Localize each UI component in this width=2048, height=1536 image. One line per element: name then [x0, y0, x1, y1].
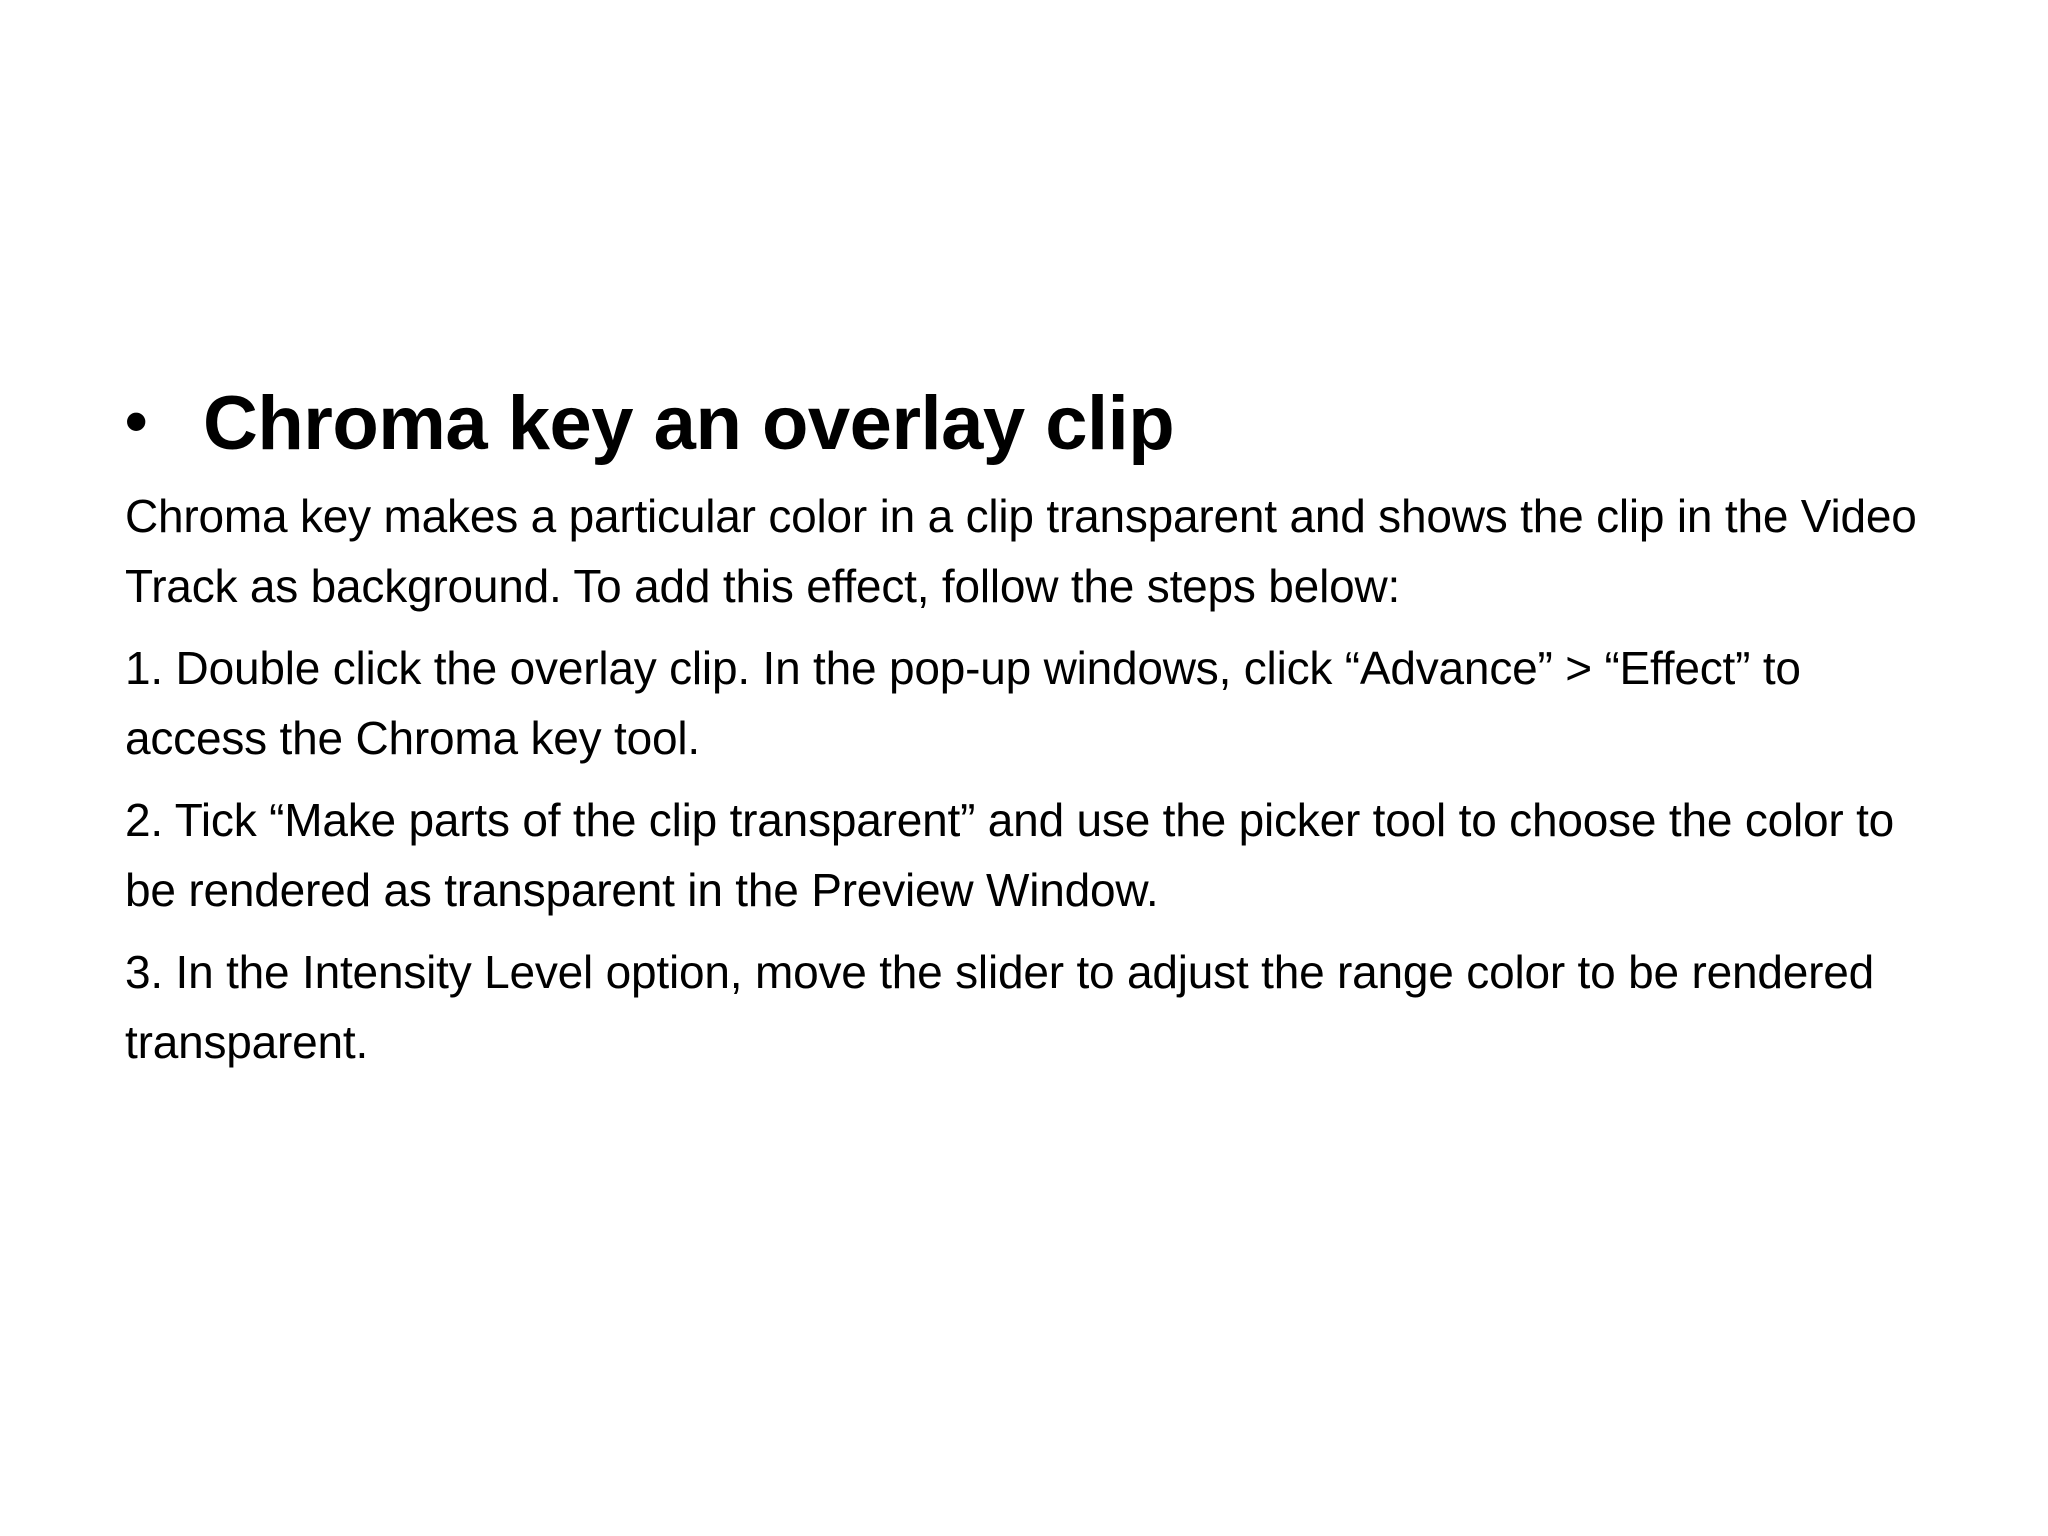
step-3-paragraph: 3. In the Intensity Level option, move the slider to adjust the range color to be rendered transparent.	[125, 946, 1874, 1069]
step-2-paragraph: 2. Tick “Make parts of the clip transparent” and use the picker tool to choose the color to be rendered as transparent in the Preview Window.	[125, 794, 1895, 917]
bullet-icon: •	[125, 385, 148, 457]
slide-heading: Chroma key an overlay clip	[203, 381, 1175, 466]
heading-row	[125, 380, 1955, 467]
intro-paragraph: Chroma key makes a particular color in a clip transparent and shows the clip in the Video Track as background. To add this effect, follow the steps below:	[125, 490, 1917, 613]
slide-content	[125, 380, 1955, 1089]
step-1-paragraph: 1. Double click the overlay clip. In the pop-up windows, click “Advance” > “Effect” to access the Chroma key tool.	[125, 642, 1801, 765]
